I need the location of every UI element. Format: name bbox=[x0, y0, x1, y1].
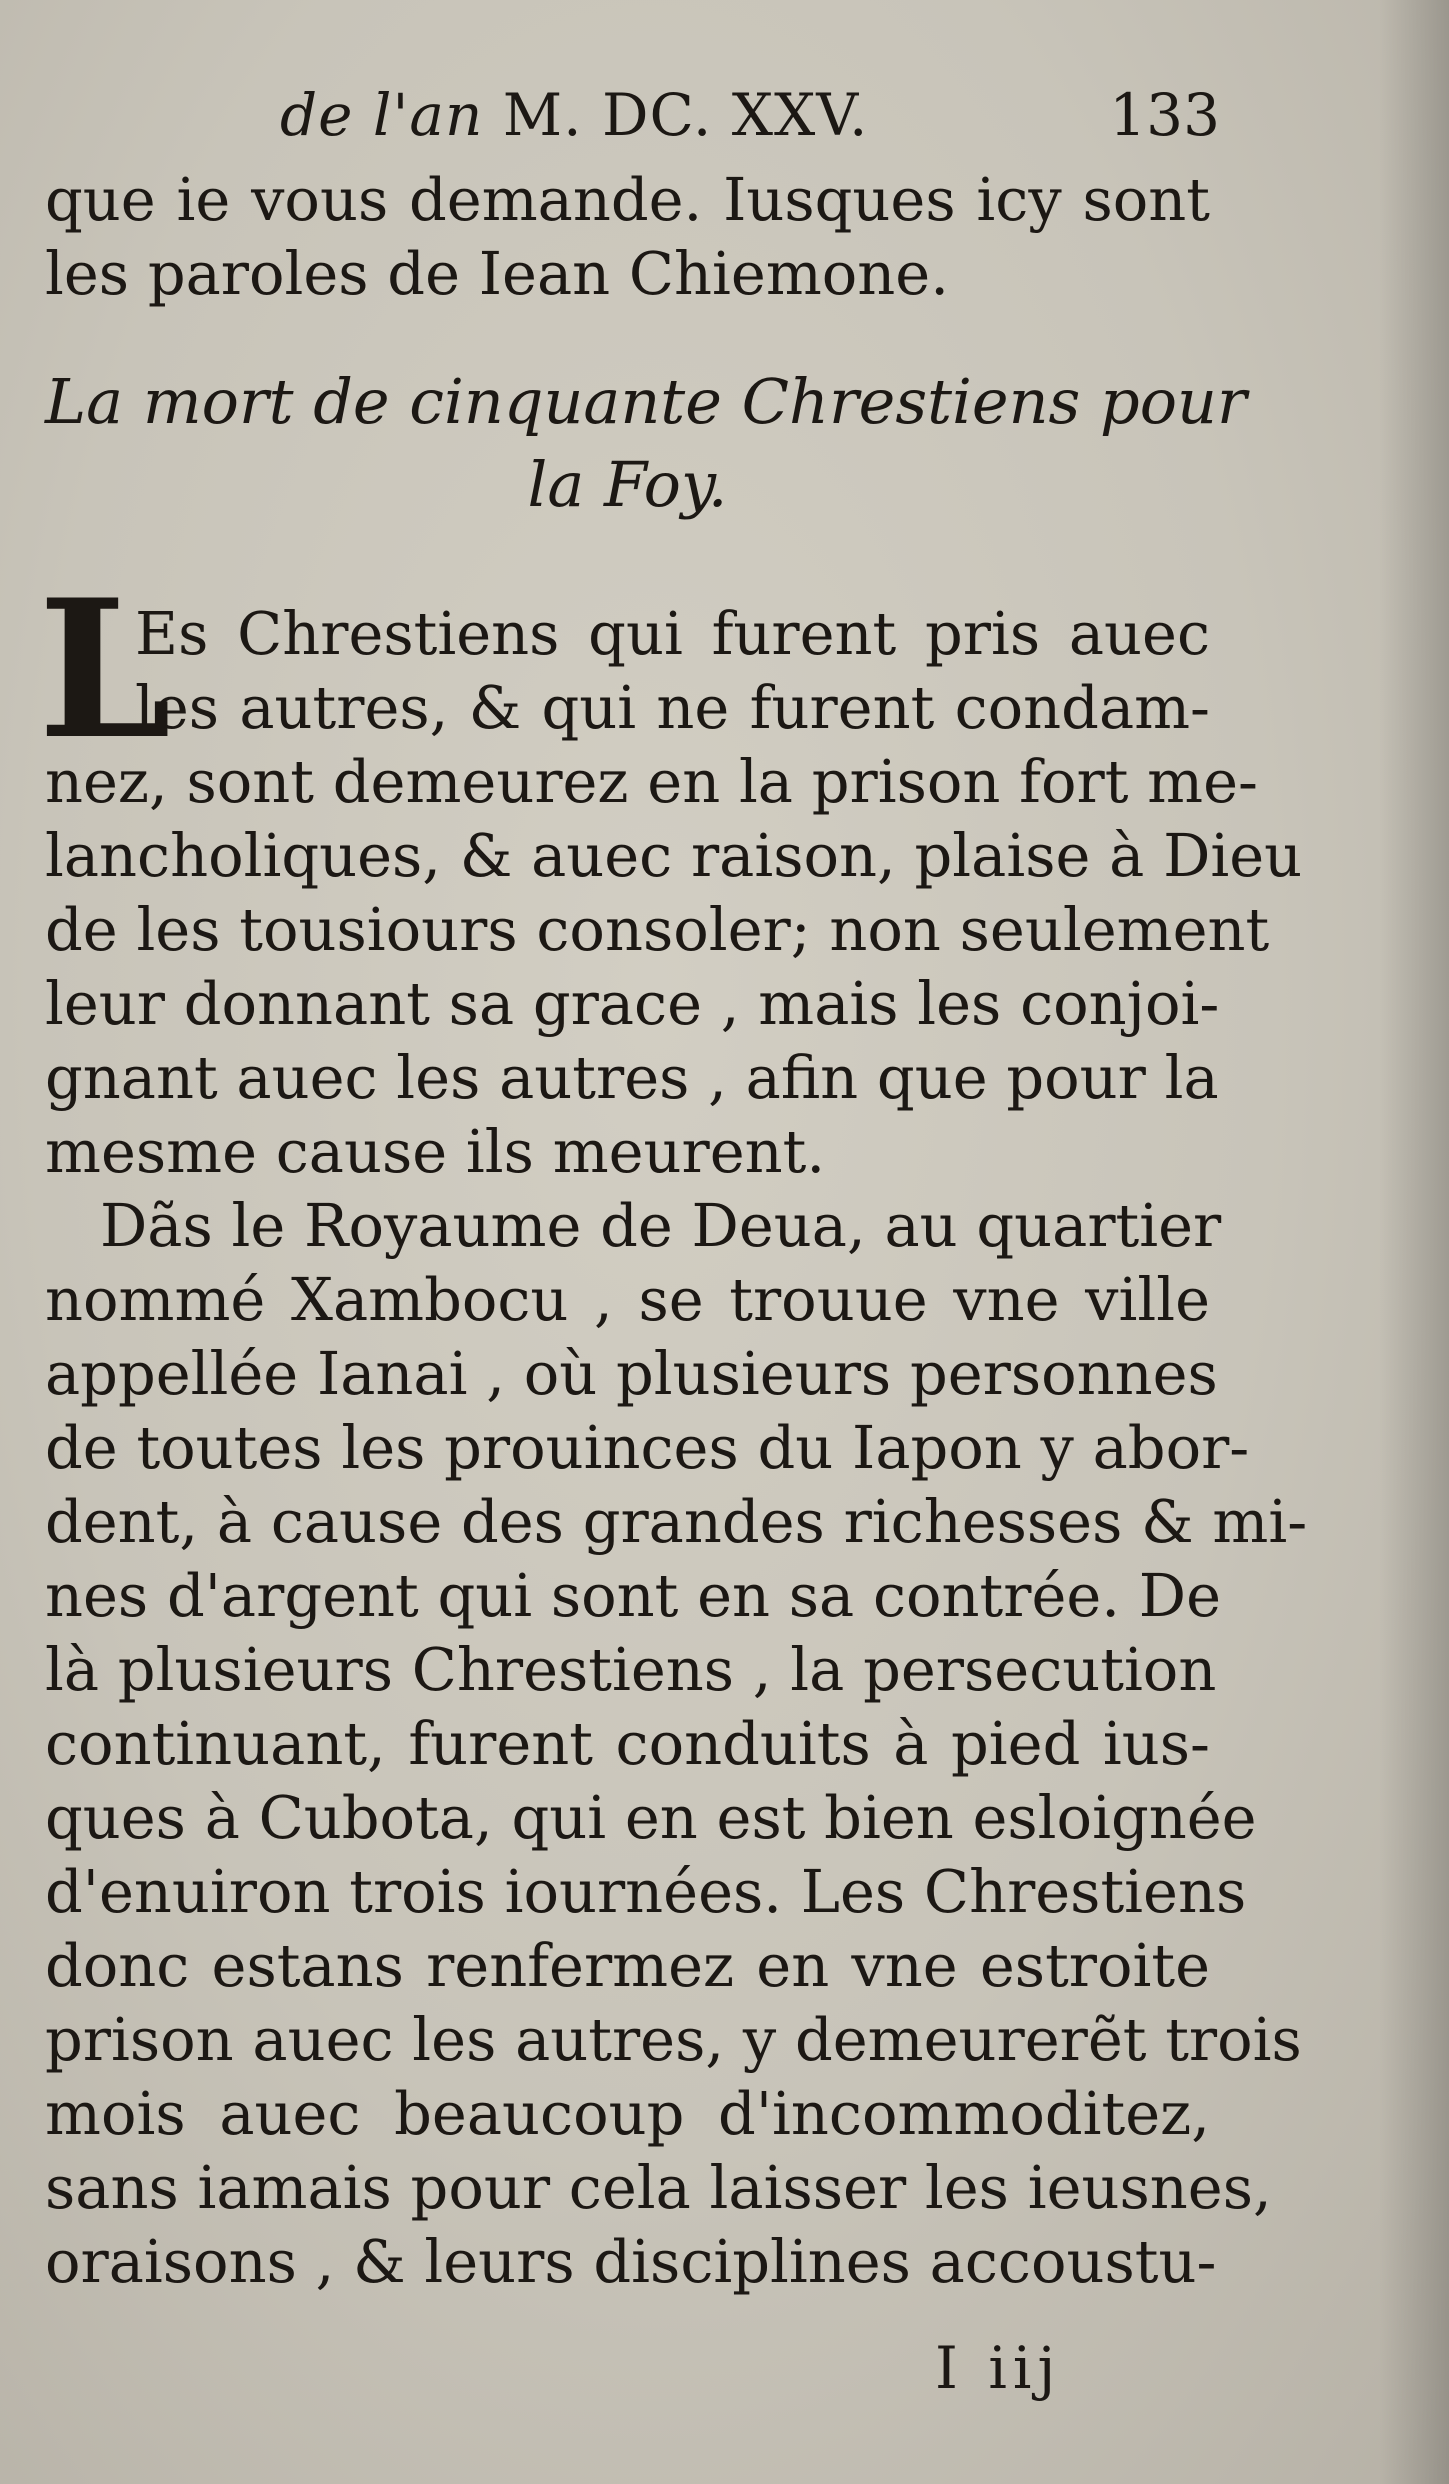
text-line: de toutes les prouinces du Iapon y abor- bbox=[45, 1413, 1250, 1482]
text-line: leur donnant sa grace , mais les conjoi- bbox=[45, 969, 1220, 1038]
text-line: gnant auec les autres , afin que pour la bbox=[45, 1043, 1219, 1112]
running-head-label bbox=[280, 60, 868, 170]
page-number: 133 bbox=[1109, 81, 1220, 149]
text-line: dent, à cause des grandes richesses & mi- bbox=[45, 1487, 1308, 1556]
text-line: Es Chrestiens qui furent pris auec bbox=[135, 599, 1210, 668]
running-head-year: M. DC. XXV. bbox=[483, 81, 869, 149]
text-line: mesme cause ils meurent. bbox=[45, 1117, 826, 1186]
text-line: continuant, furent conduits à pied ius- bbox=[45, 1709, 1210, 1778]
text-line: les autres, & qui ne furent condam- bbox=[135, 673, 1210, 742]
text-line: que ie vous demande. Iusques icy sont bbox=[45, 165, 1210, 234]
text-line: de les tousiours consoler; non seulement bbox=[45, 895, 1270, 964]
text-line: prison auec les autres, y demeurerẽt trois bbox=[45, 2005, 1302, 2074]
text-line: lancholiques, & auec raison, plaise à Dieu bbox=[45, 821, 1303, 890]
text-line: d'enuiron trois iournées. Les Chrestiens bbox=[45, 1857, 1247, 1926]
running-head bbox=[280, 60, 1220, 170]
section-heading-line: la Foy. bbox=[527, 448, 728, 521]
text-line: là plusieurs Chrestiens , la persecution bbox=[45, 1635, 1217, 1704]
section-heading-line: La mort de cinquante Chrestiens pour bbox=[45, 365, 1247, 438]
running-head-italic: de l'an bbox=[280, 81, 484, 149]
text-line: Dãs le Royaume de Deua, au quartier bbox=[100, 1191, 1222, 1260]
text-line: nez, sont demeurez en la prison fort me- bbox=[45, 747, 1258, 816]
drop-cap: L bbox=[38, 558, 172, 781]
text-line: oraisons , & leurs disciplines accoustu- bbox=[45, 2227, 1217, 2296]
text-line: appellée Ianai , où plusieurs personnes bbox=[45, 1339, 1218, 1408]
page-gutter-shadow bbox=[1379, 0, 1449, 2484]
text-line: les paroles de Iean Chiemone. bbox=[45, 239, 949, 308]
text-line: sans iamais pour cela laisser les ieusnes, bbox=[45, 2153, 1272, 2222]
signature-mark: I iij bbox=[935, 2334, 1062, 2402]
text-line: donc estans renfermez en vne estroite bbox=[45, 1931, 1210, 2000]
text-line: ques à Cubota, qui en est bien esloignée bbox=[45, 1783, 1257, 1852]
text-line: mois auec beaucoup d'incommoditez, bbox=[45, 2079, 1210, 2148]
text-line: nommé Xambocu , se trouue vne ville bbox=[45, 1265, 1210, 1334]
text-line: nes d'argent qui sont en sa contrée. De bbox=[45, 1561, 1222, 1630]
